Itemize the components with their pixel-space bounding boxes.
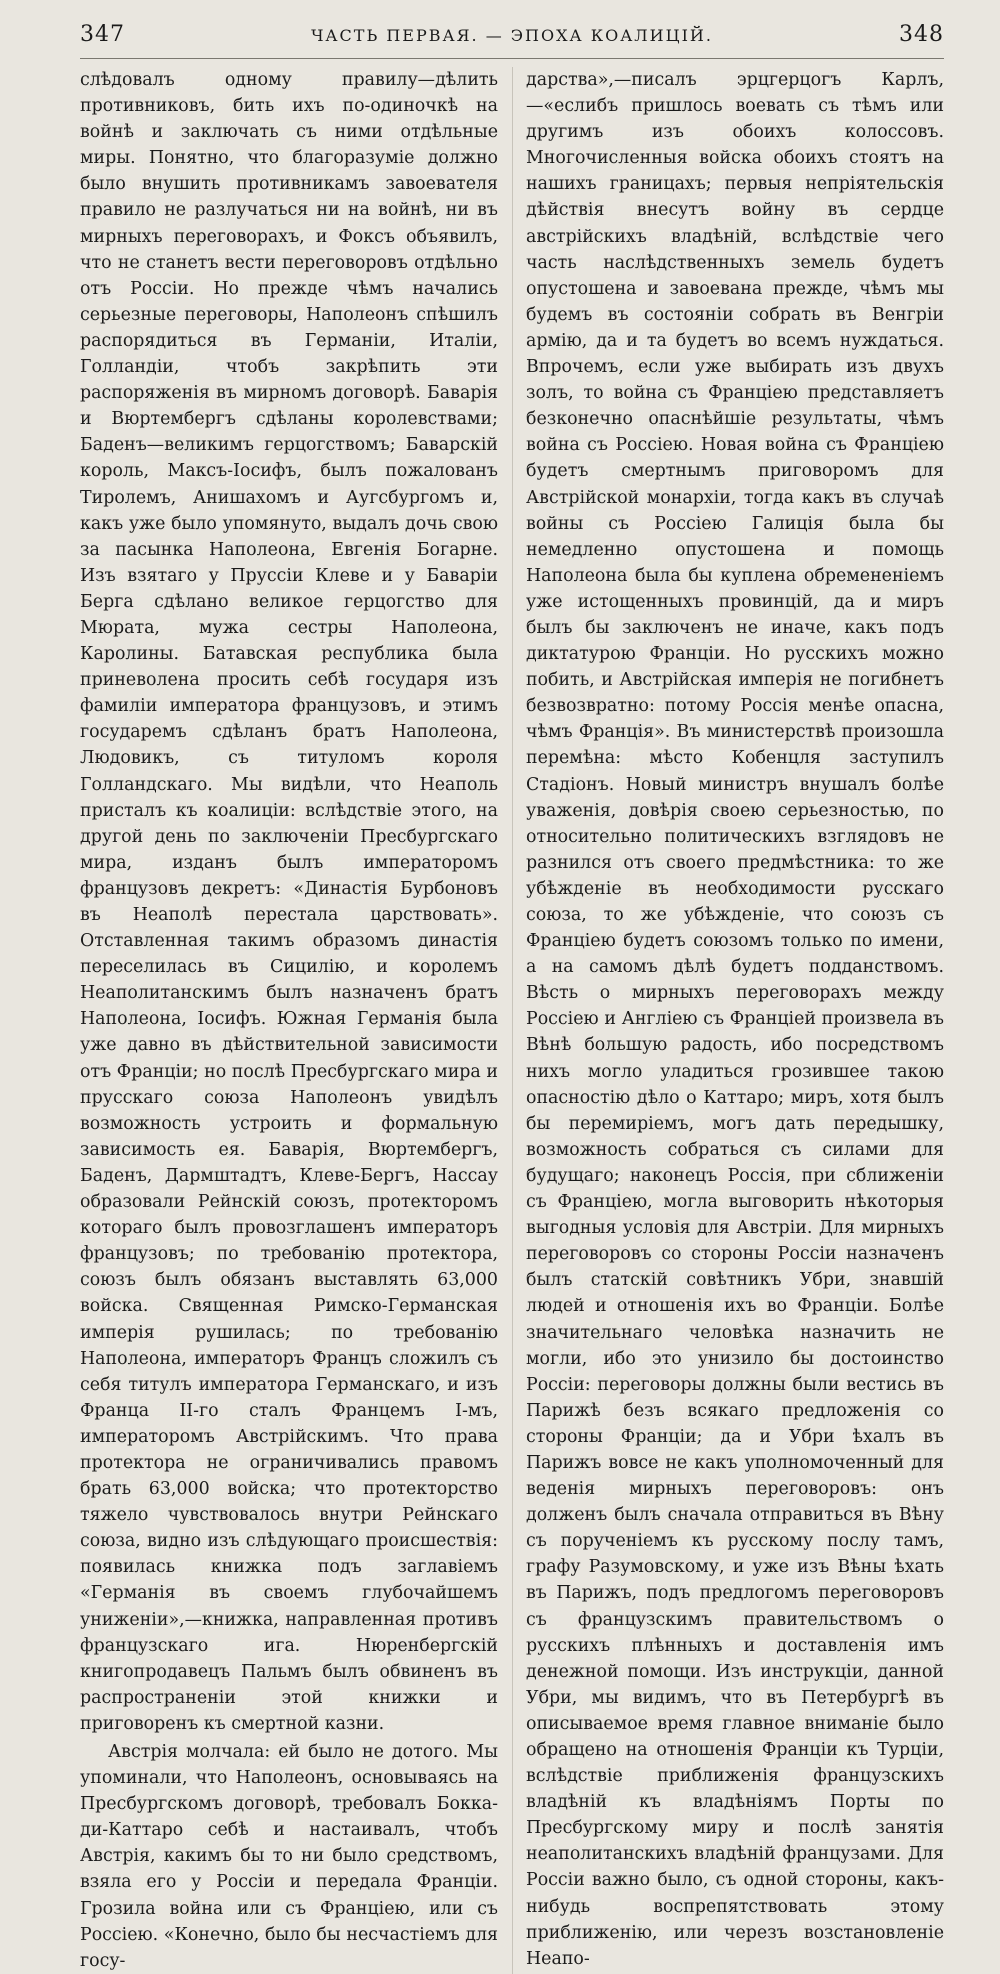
- right-paragraph-1: дарства»,—писалъ эрцгерцогъ Карлъ,—«еслибъ пришлось воевать съ тѣмъ или другимъ изъ обоихъ колоссовъ. Многочисленныя войска обоихъ стоятъ на нашихъ границахъ; первыя непріятельскія дѣйствія внесутъ войну въ сердце австрійскихъ владѣній, вслѣдствіе чего часть наслѣдственныхъ земель будетъ опустошена и завоевана прежде, чѣмъ мы будемъ въ состояніи собрать въ Венгріи армію, да и та будетъ во всемъ нуждаться. Впрочемъ, если уже выбирать изъ двухъ золъ, то война съ Франціею представляетъ безконечно опаснѣйшіе результаты, чѣмъ война съ Россіею. Новая война съ Франціею будетъ смертнымъ приговоромъ для Австрійской монархіи, тогда какъ въ случаѣ войны съ Россіею Галиція была бы немедленно опустошена и помощь Наполеона была бы куплена обремененіемъ уже истощенныхъ провинцій, да и миръ былъ бы заключенъ не иначе, какъ подъ диктатурою Франціи. Но русскихъ можно побить, и Австрійская имперія не погибнетъ безвозвратно: потому Россія менѣе опасна, чѣмъ Франція». Въ министерствѣ произошла перемѣна: мѣсто Кобенцля заступилъ Стадіонъ. Новый министръ внушалъ болѣе уваженія, довѣрія своею серьезностью, по относительно политическихъ взглядовъ не разнился отъ своего предмѣстника: то же убѣжденіе въ необходимости русскаго союза, то же убѣжденіе, что союзъ съ Франціею будетъ союзомъ только по имени, а на самомъ дѣлѣ будетъ подданствомъ. Вѣсть о мирныхъ переговорахъ между Россіею и Англіею съ Франціей произвела въ Вѣнѣ большую радость, ибо посредствомъ нихъ могло уладиться грозившее такою опасностію дѣло о Каттаро; миръ, хотя былъ бы перемиріемъ, могъ дать передышку, возможность собраться съ силами для будущаго; наконецъ Россія, при сближеніи съ Франціею, могла выговорить нѣкоторыя выгодныя условія для Австріи. Для мирныхъ переговоровъ со стороны Россіи назначенъ былъ статскій совѣтникъ Убри, знавшій людей и отношенія ихъ во Франціи. Болѣе значительнаго человѣка назначить не могли, ибо это унизило бы достоинство Россіи: переговоры должны были вестись въ Парижѣ безъ всякаго предложенія со стороны Франціи; да и Убри ѣхалъ въ Парижъ вовсе не какъ уполномоченный для веденія мирныхъ переговоровъ: онъ долженъ былъ сначала отправиться въ Вѣну съ порученіемъ къ русскому послу тамъ, графу Разумовскому, и уже изъ Вѣны ѣхать въ Парижъ, подъ предлогомъ переговоровъ съ французскимъ правительствомъ о русскихъ плѣнныхъ и доставленія имъ денежной помощи. Изъ инструкціи, данной Убри, мы видимъ, что въ Петербургѣ въ описываемое время главное вниманіе было обращено на отношенія Франціи къ Турціи, вслѣдствіе приближенія французскихъ владѣній къ владѣніямъ Порты по Пресбургскому миру и послѣ занятія неаполитанскихъ владѣній французами. Для Россіи важно было, съ одной стороны, какъ-нибудь воспрепятствовать этому приближенію, или черезъ возстановленіе Неапо-: [526, 70, 944, 1969]
- right-page-number: 348: [899, 22, 944, 47]
- text-columns: [80, 67, 944, 1974]
- running-title: ЧАСТЬ ПЕРВАЯ. — ЭПОХА КОАЛИЦІЙ.: [311, 26, 713, 45]
- left-paragraph-2: Австрія молчала: ей было не дотого. Мы упоминали, что Наполеонъ, основываясь на Пресбургскомъ договорѣ, требовалъ Бокка-ди-Каттаро себѣ и настаивалъ, чтобъ Австрія, какимъ бы то ни было средствомъ, взяла его у Россіи и передала Франціи. Грозила война или съ Франціею, или съ Россіею. «Конечно, было бы несчастіемъ для госу-: [80, 1742, 498, 1971]
- column-divider: [512, 67, 513, 1974]
- left-column: [80, 67, 498, 1974]
- running-head: [80, 14, 944, 59]
- right-column: [526, 67, 944, 1974]
- left-paragraph-1: слѣдовалъ одному правилу—дѣлить противниковъ, бить ихъ по-одиночкѣ на войнѣ и заключать съ ними отдѣльные миры. Понятно, что благоразуміе должно было внушить противникамъ завоевателя правило не разлучаться ни на войнѣ, ни въ мирныхъ переговорахъ, и Фоксъ объявилъ, что не станетъ вести переговоровъ отдѣльно отъ Россіи. Но прежде чѣмъ начались серьезные переговоры, Наполеонъ спѣшилъ распорядиться въ Германіи, Италіи, Голландіи, чтобъ закрѣпить эти распоряженія въ мирномъ договорѣ. Баварія и Вюртембергъ сдѣланы королевствами; Баденъ—великимъ герцогствомъ; Баварскій король, Максъ-Іосифъ, былъ пожалованъ Тиролемъ, Анишахомъ и Аугсбургомъ и, какъ уже было упомянуто, выдалъ дочь свою за пасынка Наполеона, Евгенія Богарне. Изъ взятаго у Пруссіи Клеве и у Баваріи Берга сдѣлано великое герцогство для Мюрата, мужа сестры Наполеона, Каролины. Батавская республика была приневолена просить себѣ государя изъ фамиліи императора французовъ, и этимъ государемъ сдѣланъ братъ Наполеона, Людовикъ, съ титуломъ короля Голландскаго. Мы видѣли, что Неаполь присталъ къ коалиціи: вслѣдствіе этого, на другой день по заключеніи Пресбургскаго мира, изданъ былъ императоромъ французовъ декретъ: «Династія Бурбоновъ въ Неаполѣ перестала царствовать». Отставленная такимъ образомъ династія переселилась въ Сицилію, и королемъ Неаполитанскимъ былъ назначенъ братъ Наполеона, Іосифъ. Южная Германія была уже давно въ дѣйствительной зависимости отъ Франціи; но послѣ Пресбургскаго мира и прусскаго союза Наполеонъ увидѣлъ возможность устроить и формальную зависимость ея. Баварія, Вюртембергъ, Баденъ, Дармштадтъ, Клеве-Бергъ, Нассау образовали Рейнскій союзъ, протекторомъ котораго былъ провозглашенъ императоръ французовъ; по требованію протектора, союзъ былъ обязанъ выставлять 63,000 войска. Священная Римско-Германская имперія рушилась; по требованію Наполеона, императоръ Францъ сложилъ съ себя титулъ императора Германскаго, и изъ Франца II-го сталъ Францемъ I-мъ, императоромъ Австрійскимъ. Что права протектора не ограничивались правомъ брать 63,000 войска; что протекторство тяжело чувствовалось внутри Рейнскаго союза, видно изъ слѣдующаго происшествія: появилась книжка подъ заглавіемъ «Германія въ своемъ глубочайшемъ униженіи»,—книжка, направленная противъ французскаго ига. Нюренбергскій книгопродавецъ Пальмъ былъ обвиненъ въ распространеніи этой книжки и приговоренъ къ смертной казни.: [80, 70, 498, 1734]
- left-page-number: 347: [80, 22, 125, 47]
